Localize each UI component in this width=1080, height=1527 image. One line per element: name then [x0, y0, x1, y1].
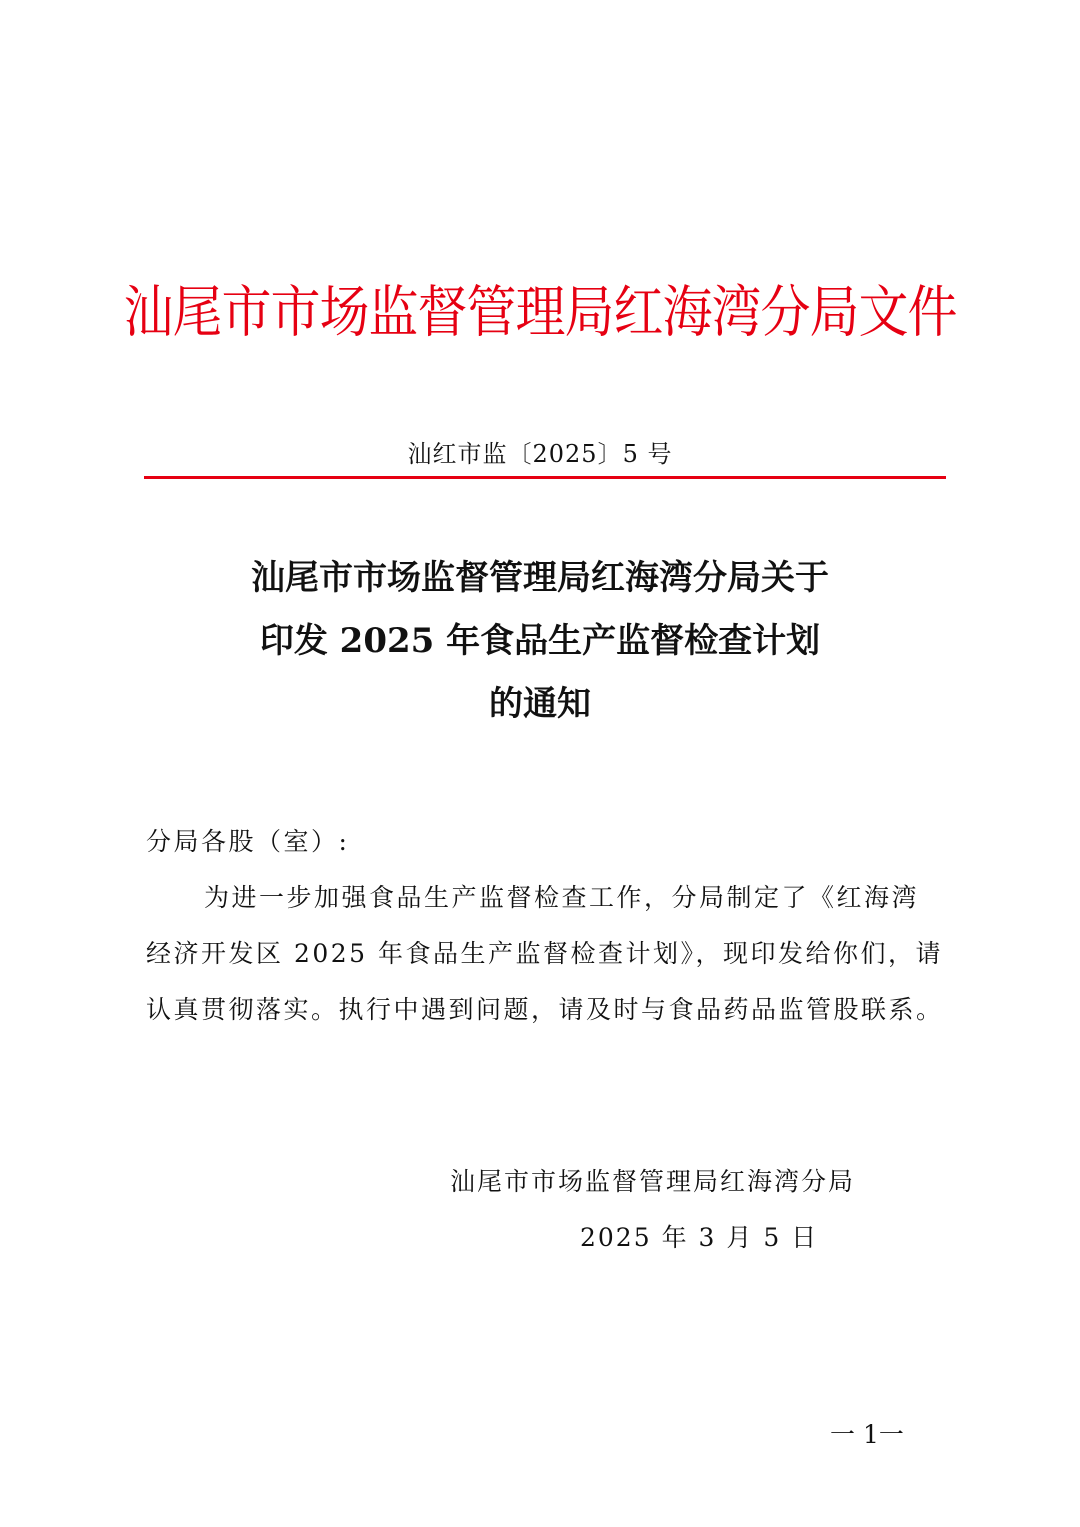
body-line-2: 经济开发区 2025 年食品生产监督检查计划》，现印发给你们，请 [146, 939, 944, 968]
signing-date: 2025 年 3 月 5 日 [580, 1223, 819, 1252]
document-number: 汕红市监〔2025〕5 号 [407, 440, 673, 468]
body-line-1: 为进一步加强食品生产监督检查工作，分局制定了《红海湾 [204, 883, 920, 912]
notice-title-line-1: 汕尾市市场监督管理局红海湾分局关于 [251, 558, 829, 598]
document-header-title: 汕尾市市场监督管理局红海湾分局文件 [123, 280, 957, 345]
red-divider-line [144, 476, 946, 479]
salutation: 分局各股（室）: [146, 827, 350, 856]
notice-title-line-3: 的通知 [489, 684, 591, 724]
notice-title-line-2: 印发 2025 年食品生产监督检查计划 [259, 621, 821, 661]
page-number: 一 1一 [830, 1420, 904, 1449]
signer-organization: 汕尾市市场监督管理局红海湾分局 [450, 1167, 856, 1196]
body-line-3: 认真贯彻落实。执行中遇到问题，请及时与食品药品监管股联系。 [146, 995, 944, 1024]
